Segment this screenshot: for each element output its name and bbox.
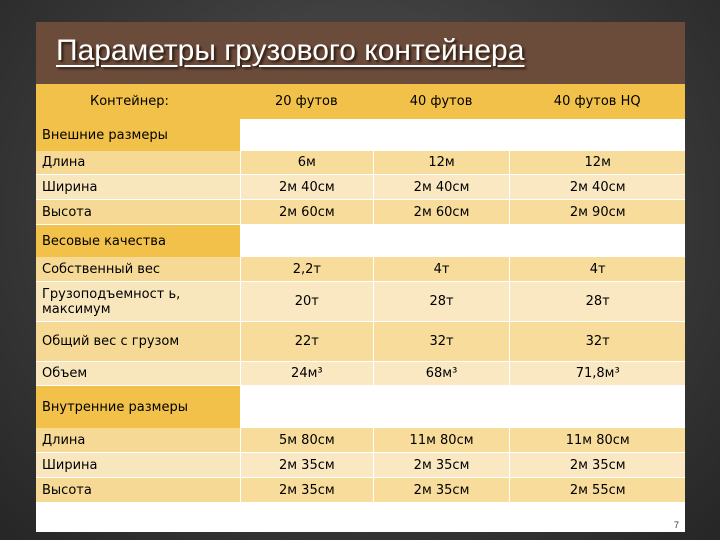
cell-20ft: 5м 80см — [240, 428, 373, 453]
row-label-text: Грузоподъемност ь, максимум — [42, 286, 181, 317]
header-col-40ft-hq: 40 футов HQ — [509, 84, 685, 119]
cell-40ft: 2м 35см — [373, 453, 510, 478]
header-container-label: Контейнер: — [36, 84, 240, 119]
cell-40ft-hq: 4т — [509, 257, 685, 282]
row-label: Объем — [36, 362, 240, 386]
page-number: 7 — [673, 520, 679, 530]
table-row — [36, 453, 685, 478]
section-header-row — [36, 386, 685, 428]
cell-40ft-hq: 2м 55см — [509, 478, 685, 503]
cell-40ft-hq: 2м 40см — [509, 175, 685, 200]
row-label: Высота — [36, 478, 240, 503]
table-row — [36, 175, 685, 200]
cell-40ft: 2м 60см — [373, 200, 510, 225]
row-label — [36, 322, 240, 362]
header-col-40ft: 40 футов — [373, 84, 510, 119]
cell-40ft-hq: 71,8м³ — [509, 362, 685, 386]
cell-40ft: 28т — [373, 282, 510, 322]
cell-40ft: 32т — [373, 322, 510, 362]
row-label: Высота — [36, 200, 240, 225]
row-label — [36, 282, 240, 322]
cell-40ft-hq: 28т — [509, 282, 685, 322]
table-row — [36, 200, 685, 225]
section-header-row — [36, 225, 685, 257]
cell-40ft: 68м³ — [373, 362, 510, 386]
cell-40ft-hq: 11м 80см — [509, 428, 685, 453]
title-bar — [36, 22, 685, 84]
row-label: Ширина — [36, 453, 240, 478]
cell-40ft-hq: 32т — [509, 322, 685, 362]
cell-40ft: 2м 35см — [373, 478, 510, 503]
cell-20ft: 2,2т — [240, 257, 373, 282]
row-label: Длина — [36, 151, 240, 175]
cell-20ft: 20т — [240, 282, 373, 322]
cell-40ft-hq: 12м — [509, 151, 685, 175]
container-params-table — [36, 84, 685, 503]
table-row — [36, 322, 685, 362]
table-row — [36, 362, 685, 386]
section-label — [36, 386, 240, 428]
cell-20ft: 2м 60см — [240, 200, 373, 225]
table-row — [36, 282, 685, 322]
section-label: Внешние размеры — [36, 119, 240, 151]
cell-20ft: 6м — [240, 151, 373, 175]
section-label-text: Внутренние размеры — [42, 399, 188, 415]
cell-40ft-hq: 2м 35см — [509, 453, 685, 478]
table-header-row — [36, 84, 685, 119]
cell-40ft: 12м — [373, 151, 510, 175]
cell-40ft-hq: 2м 90см — [509, 200, 685, 225]
section-label: Весовые качества — [36, 225, 240, 257]
slide-title: Параметры грузового контейнера — [56, 34, 525, 67]
table-row — [36, 478, 685, 503]
cell-20ft: 2м 35см — [240, 478, 373, 503]
slide — [36, 22, 685, 532]
cell-20ft: 2м 40см — [240, 175, 373, 200]
header-col-20ft: 20 футов — [240, 84, 373, 119]
row-label: Длина — [36, 428, 240, 453]
table-row — [36, 151, 685, 175]
table-row — [36, 257, 685, 282]
row-label-text: Общий вес с грузом — [42, 334, 180, 349]
row-label: Собственный вес — [36, 257, 240, 282]
section-header-row — [36, 119, 685, 151]
cell-40ft: 2м 40см — [373, 175, 510, 200]
cell-40ft: 11м 80см — [373, 428, 510, 453]
cell-20ft: 2м 35см — [240, 453, 373, 478]
cell-20ft: 22т — [240, 322, 373, 362]
table-row — [36, 428, 685, 453]
row-label: Ширина — [36, 175, 240, 200]
cell-20ft: 24м³ — [240, 362, 373, 386]
cell-40ft: 4т — [373, 257, 510, 282]
